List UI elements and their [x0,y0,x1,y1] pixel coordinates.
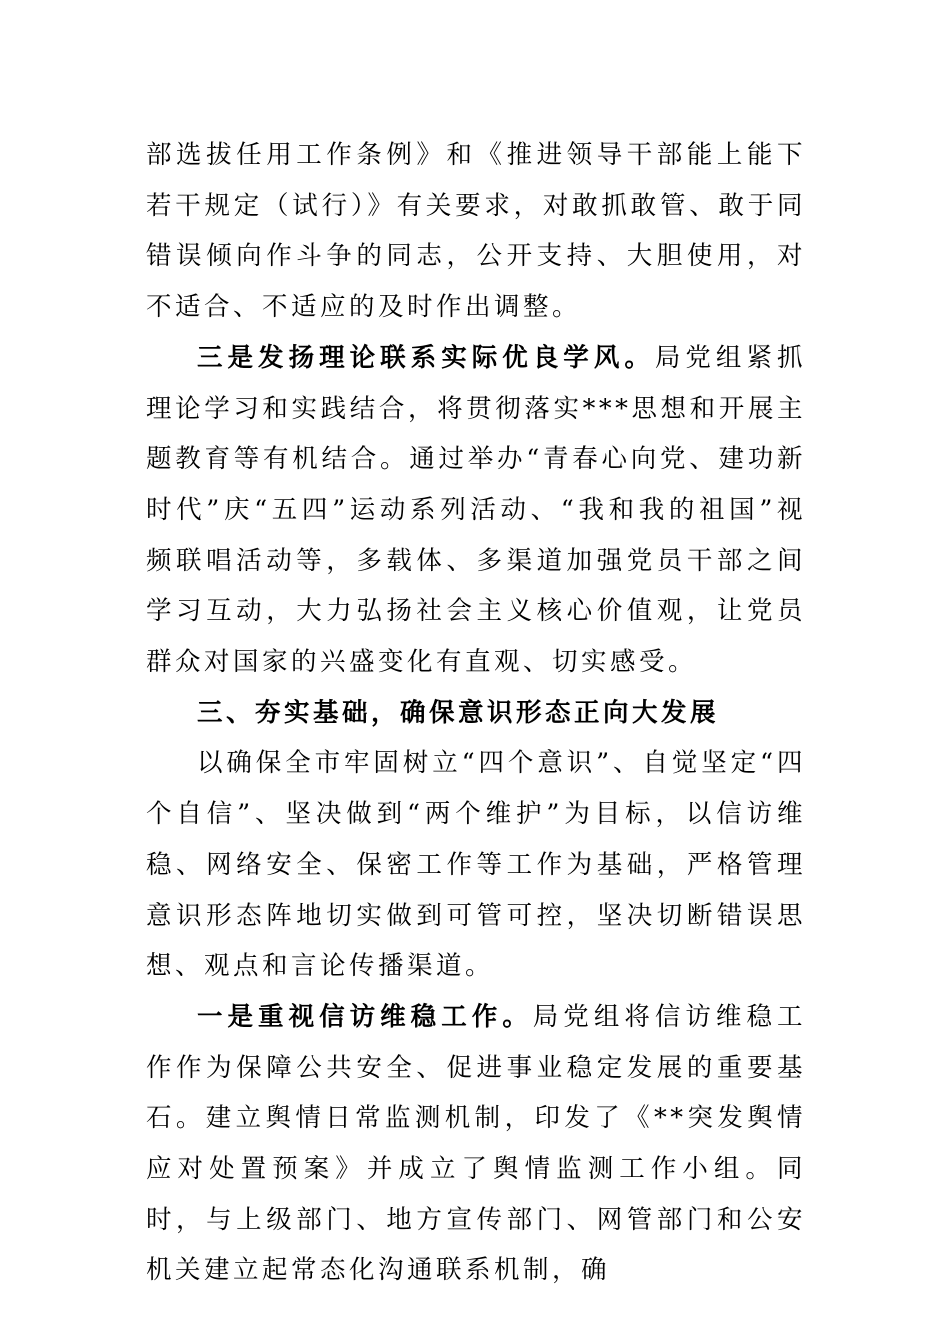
paragraph-text: 部选拔任用工作条例》和《推进领导干部能上能下若干规定（试行）》有关要求，对敢抓敢管、敢于同错误倾向作斗争的同志，公开支持、大胆使用，对不适合、不适应的及时作出调整。 [146,140,806,323]
paragraph-study-style [146,333,806,688]
paragraph-petition-stability [146,992,806,1296]
paragraph-text: 局党组将信访维稳工作作为保障公共安全、促进事业稳定发展的重要基石。建立舆情日常监测机制，印发了《**突发舆情应对处置预案》并成立了舆情监测工作小组。同时，与上级部门、地方宣传部门、网管部门和公安机关建立起常态化沟通联系机制，确 [146,1001,806,1286]
section-heading: 三、夯实基础，确保意识形态正向大发展 [197,697,720,728]
paragraph-continuation [146,130,806,333]
paragraph-lead: 一是重视信访维稳工作。 [197,1001,533,1032]
paragraph-lead: 三是发扬理论联系实际优良学风。 [197,342,655,373]
paragraph-text: 局党组紧抓理论学习和实践结合，将贯彻落实***思想和开展主题教育等有机结合。通过举办“青春心向党、建功新时代”庆“五四”运动系列活动、“我和我的祖国”视频联唱活动等，多载体、多渠道加强党员干部之间学习互动，大力弘扬社会主义核心价值观，让党员群众对国家的兴盛变化有直观、切实感受。 [146,342,806,678]
document-page [146,130,806,1296]
paragraph-section-intro [146,738,806,992]
paragraph-text: 以确保全市牢固树立“四个意识”、自觉坚定“四个自信”、坚决做到“两个维护”为目标，以信访维稳、网络安全、保密工作等工作为基础，严格管理意识形态阵地切实做到可管可控，坚决切断错误思想、观点和言论传播渠道。 [146,748,806,982]
